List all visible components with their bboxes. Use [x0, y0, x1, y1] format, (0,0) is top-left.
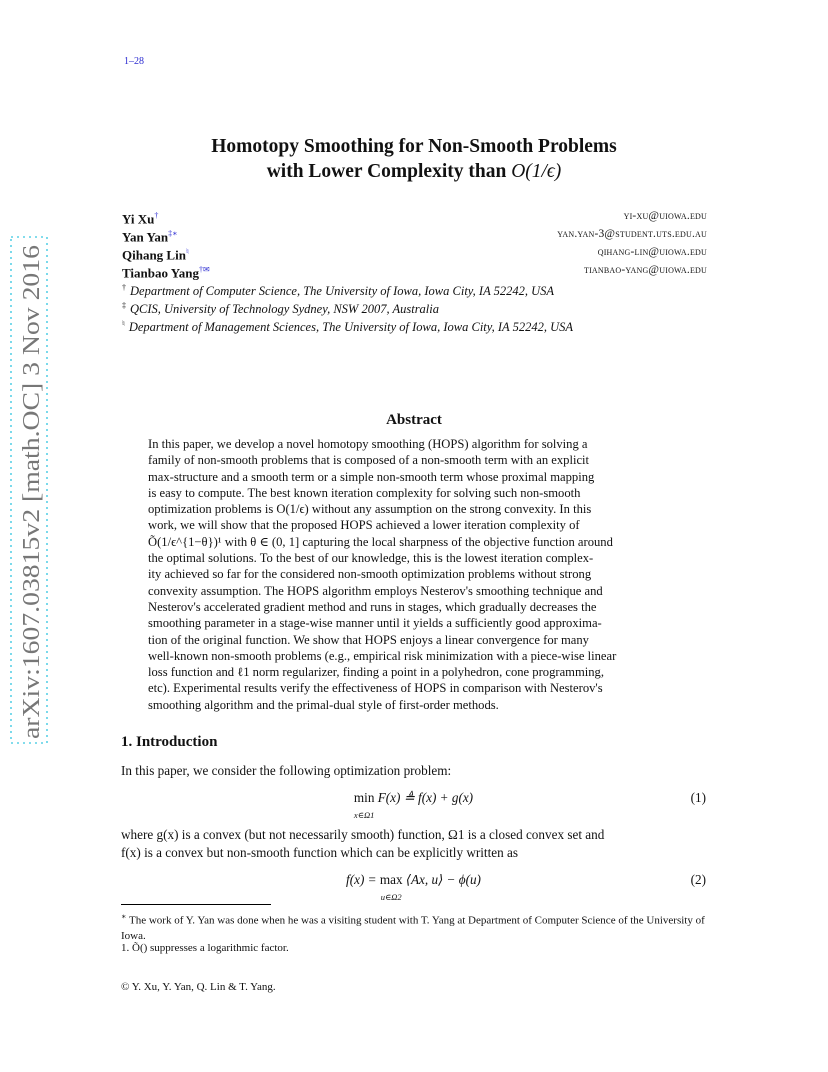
- author-row: Yan Yan‡∗ yan.yan-3@student.uts.edu.au: [122, 225, 707, 243]
- abstract-line: smoothing algorithm and the primal-dual style of first-order methods.: [148, 697, 499, 712]
- affiliation: ♮ Department of Management Sciences, The University of Iowa, Iowa City, IA 52242, USA: [122, 319, 573, 335]
- abstract-line: Õ(1/ϵ^{1−θ})¹ with θ ∈ (0, 1] capturing the local sharpness of the objective function around: [148, 534, 613, 549]
- footnote-rule: [121, 904, 271, 905]
- title-line-1: Homotopy Smoothing for Non-Smooth Problems: [211, 136, 617, 157]
- abstract-line: Nesterov's accelerated gradient method and runs in stages, which gradually decreases the: [148, 599, 597, 614]
- author-email[interactable]: qihang-lin@uiowa.edu: [597, 246, 707, 258]
- abstract-line: well-known non-smooth problems (e.g., empirical risk minimization with a piece-wise linear: [148, 648, 617, 663]
- author-row: Tianbao Yang†✉ tianbao-yang@uiowa.edu: [122, 261, 707, 279]
- author-row: Qihang Lin♮ qihang-lin@uiowa.edu: [122, 243, 707, 261]
- equation-number: (1): [690, 790, 706, 805]
- footnote: 1. Õ() suppresses a logarithmic factor.: [121, 942, 289, 954]
- paper-title: [0, 134, 828, 184]
- equation-number: (2): [690, 872, 706, 887]
- abstract-line: max-structure and a smooth term or a simple non-smooth term whose proximal mapping: [148, 469, 595, 484]
- abstract-line: etc). Experimental results verify the effectiveness of HOPS in comparison with Nesterov's: [148, 681, 603, 696]
- footnote: ∗ The work of Y. Yan was done when he was a visiting student with T. Yang at Department of Computer Science of the University of Iowa.: [121, 912, 705, 942]
- abstract-line: family of non-smooth problems that is composed of a non-smooth term with an explicit: [148, 453, 590, 468]
- title-line-2: with Lower Complexity than O(1/ϵ): [266, 161, 562, 182]
- affiliation: ‡ QCIS, University of Technology Sydney, NSW 2007, Australia: [122, 301, 440, 317]
- abstract-body: [148, 436, 680, 713]
- abstract-line: optimization problems is O(1/ϵ) without any assumption on the strong convexity. In this: [148, 502, 592, 517]
- abstract-line: work, we will show that the proposed HOPS achieved a lower iteration complexity of: [148, 518, 580, 533]
- author-email[interactable]: yan.yan-3@student.uts.edu.au: [557, 228, 707, 240]
- abstract-line: smoothing parameter in a stage-wise manner until it yields a sufficiently good approxima-: [148, 616, 602, 631]
- author-email[interactable]: yi-xu@uiowa.edu: [623, 210, 707, 222]
- copyright: © Y. Xu, Y. Yan, Q. Lin & T. Yang.: [121, 981, 276, 993]
- equation-1: min x∈Ω1 F(x) ≜ f(x) + g(x) (1): [353, 790, 706, 820]
- affiliation: † Department of Computer Science, The University of Iowa, Iowa City, IA 52242, USA: [122, 283, 555, 299]
- abstract-line: ity achieved so far for the considered non-smooth optimization problems without strong: [148, 567, 592, 582]
- body-paragraph: where g(x) is a convex (but not necessarily smooth) function, Ω1 is a closed convex set and f(x) is a convex but non-smooth function which can be explicitly written as: [121, 827, 605, 860]
- author-email[interactable]: tianbao-yang@uiowa.edu: [583, 264, 707, 276]
- abstract-line: convexity assumption. The HOPS algorithm employs Nesterov's smoothing technique and: [148, 583, 603, 598]
- author-block: [122, 207, 707, 333]
- abstract-line: the optimal solutions. To the best of our knowledge, this is the lowest iteration complex-: [148, 551, 594, 566]
- page-number: 1–28: [124, 56, 144, 67]
- section-heading: 1. Introduction: [121, 734, 218, 750]
- author-row: Yi Xu† yi-xu@uiowa.edu: [122, 207, 707, 225]
- abstract-line: tion of the original function. We show that HOPS enjoys a linear convergence for many: [148, 632, 589, 647]
- equation-2: f(x) = max u∈Ω2 ⟨Ax, u⟩ − ϕ(u) (2): [346, 872, 706, 902]
- abstract-line: is easy to compute. The best known iteration complexity for solving such non-smooth: [148, 485, 581, 500]
- arxiv-stamp: [9, 236, 49, 744]
- abstract-heading: Abstract: [386, 412, 442, 428]
- arxiv-stamp-text: arXiv:1607.03815v2 [math.OC] 3 Nov 2016: [19, 311, 45, 739]
- abstract-line: In this paper, we develop a novel homotopy smoothing (HOPS) algorithm for solving a: [148, 437, 588, 451]
- abstract-line: loss function and ℓ1 norm regularizer, finding a point in a polyhedron, cone programming,: [148, 665, 604, 680]
- intro-text: In this paper, we consider the following optimization problem:: [121, 763, 452, 778]
